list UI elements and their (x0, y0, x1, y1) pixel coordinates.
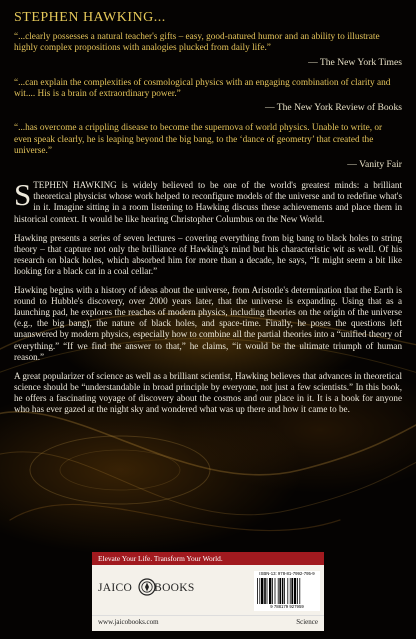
barcode-bar (272, 578, 273, 604)
barcode-bar (299, 578, 300, 604)
barcode-bar (257, 578, 258, 604)
publisher-tagline: Elevate Your Life. Transform Your World. (92, 552, 324, 565)
isbn-text: ISBN-13: 978-81-7992-795-9 (259, 571, 315, 576)
publisher-name-left: JAICO (98, 582, 133, 594)
description-paragraph: STEPHEN HAWKING is widely believed to be one of the world's greatest minds: a brilliant theoretical physicist whose work helped to reconfigure models of the universe and to redefine what's in it. Imagine sitting in a room listening to Hawking discuss these achievements and place them in historical context. It would be like hearing Christopher Columbus on the New World. (14, 177, 402, 224)
praise-heading: STEPHEN HAWKING... (14, 10, 166, 25)
barcode-block (254, 571, 320, 611)
barcode-bar (267, 578, 268, 604)
publisher-website: www.jaicobooks.com (98, 618, 159, 626)
publisher-footer-row (92, 615, 324, 631)
quote-source: — The New York Review of Books (264, 102, 402, 114)
quote-source: — The New York Times (308, 56, 402, 68)
jaico-circle-logo-icon (138, 578, 156, 596)
barcode-bar (261, 578, 263, 604)
barcode-bar (294, 578, 296, 604)
description (14, 177, 402, 415)
praise-quote (14, 123, 402, 170)
book-category: Science (296, 618, 318, 626)
barcode-bar (269, 578, 271, 604)
publisher-panel (92, 552, 324, 632)
barcode-bar (259, 578, 260, 604)
barcode-bar (287, 578, 288, 604)
back-cover-text (14, 10, 402, 423)
barcode-bar (264, 578, 266, 604)
description-paragraph: Hawking begins with a history of ideas about the universe, from Aristotle's determination that the Earth is round to Hubble's discovery, over 2000 years later, that the universe is expanding. Using that as a launching pad, he explores the reaches of modern physics, including theories on the origin of the universe (e.g., the big bang), the nature of black holes, and space-time. Finally, he poses the questions left unanswered by modern physics, especially how to combine all the partial theories into a “unified theory of everything.” “If we find the answer to that,” he claims, “it would be the ultimate triumph of human reason.” (14, 285, 402, 362)
barcode-bar (282, 578, 284, 604)
barcode-graphic (257, 578, 317, 604)
praise-quote (14, 78, 402, 114)
barcode-bar (279, 578, 281, 604)
description-paragraph: Hawking presents a series of seven lectures – covering everything from big bang to black holes to string theory – that capture not only the brilliance of Hawking's mind but his characteristic wit as well. Of his research on black holes, which absorbed him for more than a decade, he says, “It might seem a bit like looking for a black cat in a coal cellar.” (14, 232, 402, 276)
barcode-bar (291, 578, 293, 604)
quote-text: “...clearly possesses a natural teacher's gifts – easy, good-natured humor and an ability to illustrate highly complex propositions with analogies plucked from daily life.” (14, 32, 380, 54)
barcode-bar (297, 578, 298, 604)
barcode-number: 9 788179 927959 (270, 604, 304, 609)
quote-text: “...has overcome a crippling disease to become the supernova of world physics. Unable to write, or even speak clearly, he is leaping beyond the big bang, to the ‘dance of geometry’ that created the universe.” (14, 123, 383, 156)
quote-text: “...can explain the complexities of cosmological physics with an engaging combination of clarity and wit.... His is a brain of extraordinary power.” (14, 77, 391, 99)
barcode-bar (278, 578, 279, 604)
barcode-bar (284, 578, 285, 604)
barcode-bar (275, 578, 276, 604)
quote-source: — Vanity Fair (347, 159, 402, 171)
praise-quote (14, 32, 402, 68)
publisher-name-right: BOOKS (154, 582, 195, 594)
barcode-bar (290, 578, 291, 604)
publisher-row (92, 565, 324, 615)
description-paragraph: A great popularizer of science as well as a brilliant scientist, Hawking believes that advances in theoretical science should be “understandable in broad principle by everyone, not just a few scientists.” In this book, he offers a fascinating voyage of discovery about the cosmos and our place in it. It is a book for anyone who has ever gazed at the night sky and wondered what was up there and how it came to be. (14, 370, 402, 414)
